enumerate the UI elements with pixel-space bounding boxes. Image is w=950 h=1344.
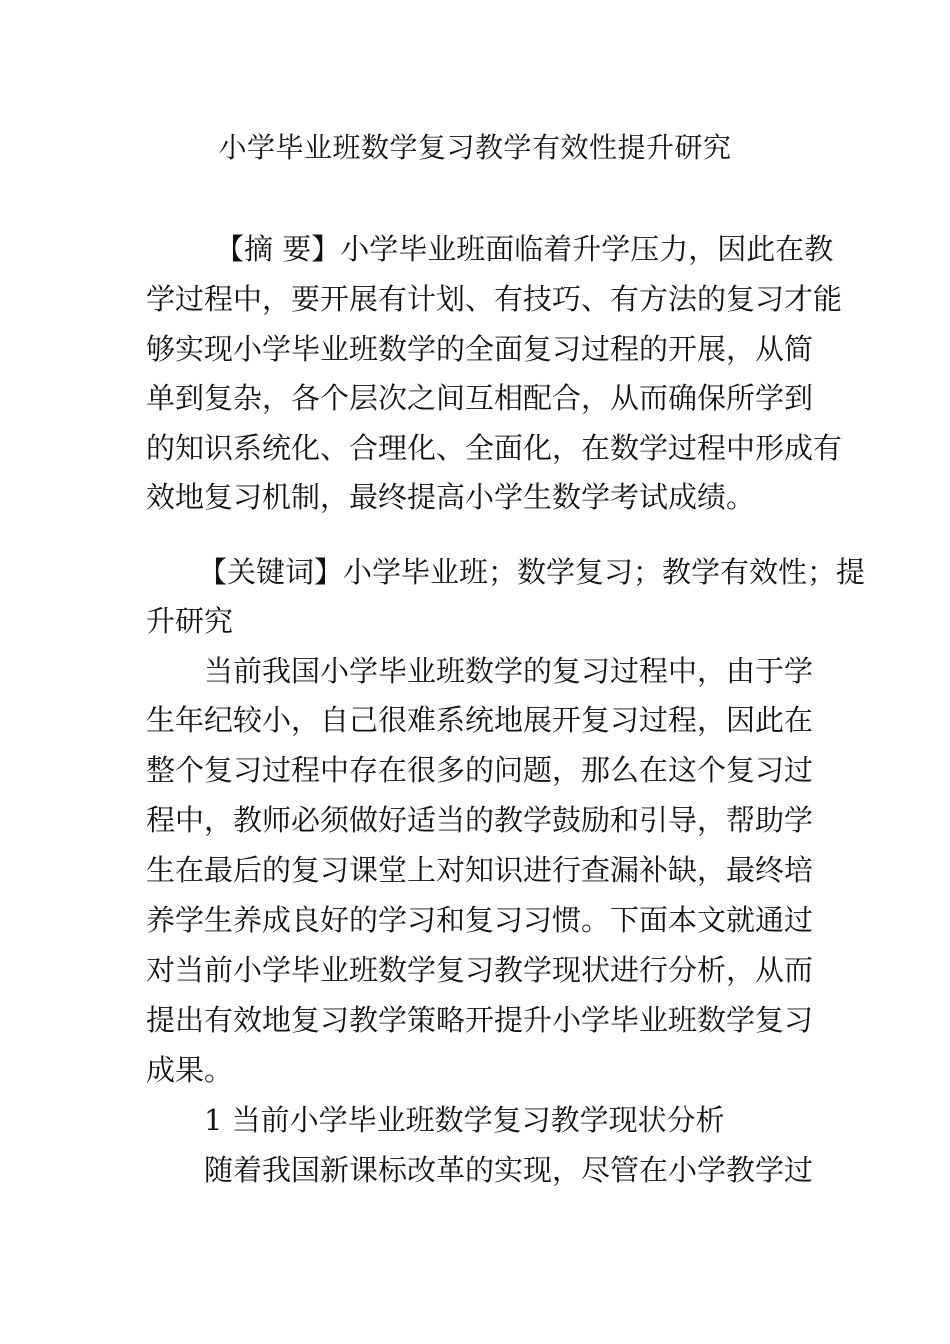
body-line: 整个复习过程中存在很多的问题，那么在这个复习过 [146, 753, 814, 787]
keywords-line: 升研究 [146, 604, 234, 638]
body-line: 对当前小学毕业班数学复习教学现状进行分析，从而 [146, 953, 814, 987]
body-line: 随着我国新课标改革的实现，尽管在小学教学过 [204, 1153, 814, 1187]
document-title: 小学毕业班数学复习教学有效性提升研究 [218, 131, 732, 164]
body-line: 养学生养成良好的学习和复习习惯。下面本文就通过 [146, 903, 814, 937]
abstract-line: 效地复习机制，最终提高小学生数学考试成绩。 [146, 480, 756, 514]
abstract-line: 【摘 要】小学毕业班面临着升学压力，因此在教 [215, 232, 834, 266]
body-line: 当前我国小学毕业班数学的复习过程中，由于学 [204, 654, 814, 688]
body-line: 成果。 [146, 1053, 234, 1087]
body-line: 生年纪较小，自己很难系统地展开复习过程，因此在 [146, 703, 814, 737]
abstract-line: 够实现小学毕业班数学的全面复习过程的开展，从简 [146, 332, 814, 366]
body-line: 生在最后的复习课堂上对知识进行查漏补缺，最终培 [146, 853, 814, 887]
abstract-line: 的知识系统化、合理化、全面化，在数学过程中形成有 [146, 431, 843, 465]
section-heading: 1 当前小学毕业班数学复习教学现状分析 [204, 1103, 725, 1137]
body-line: 程中，教师必须做好适当的教学鼓励和引导，帮助学 [146, 803, 814, 837]
abstract-line: 单到复杂，各个层次之间互相配合，从而确保所学到 [146, 381, 814, 415]
keywords-line: 【关键词】小学毕业班；数学复习；教学有效性；提 [198, 555, 866, 589]
body-line: 提出有效地复习教学策略开提升小学毕业班数学复习 [146, 1003, 814, 1037]
abstract-line: 学过程中，要开展有计划、有技巧、有方法的复习才能 [146, 282, 843, 316]
